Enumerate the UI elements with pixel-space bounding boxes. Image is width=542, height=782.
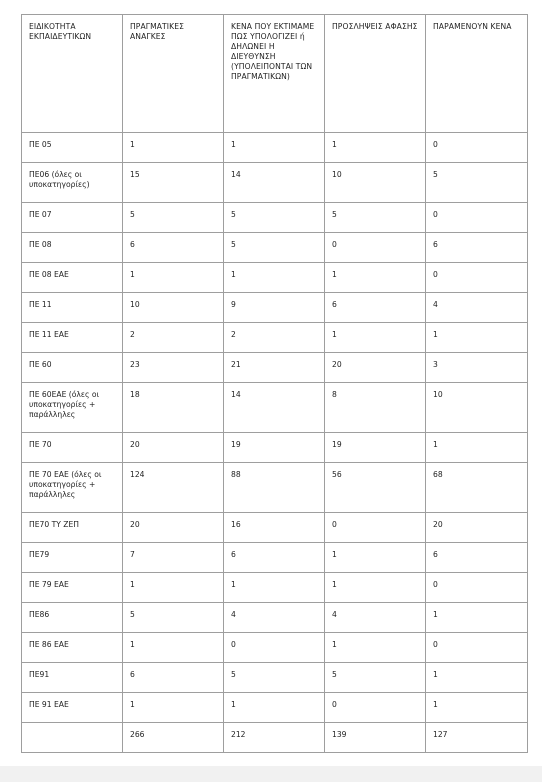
header-real-needs: ΠΡΑΓΜΑΤΙΚΕΣ ΑΝΑΓΚΕΣ [123, 15, 224, 133]
cell-real-needs: 20 [123, 433, 224, 463]
header-estimated-vacancies: ΚΕΝΑ ΠΟΥ ΕΚΤΙΜΑΜΕ ΠΩΣ ΥΠΟΛΟΓΙΖΕΙ ή ΔΗΛΩΝΕΙ Η ΔΙΕΥΘΥΝΣΗ (ΥΠΟΛΕΙΠΟΝΤΑΙ ΤΩΝ ΠΡΑΓΜΑΤΙΚΩΝ) [224, 15, 325, 133]
cell-remaining: 6 [426, 543, 528, 573]
cell-hires: 20 [325, 353, 426, 383]
cell-estimated-vacancies: 5 [224, 203, 325, 233]
cell-real-needs: 15 [123, 163, 224, 203]
cell-estimated-vacancies: 88 [224, 463, 325, 513]
cell-remaining: 5 [426, 163, 528, 203]
cell-real-needs: 1 [123, 263, 224, 293]
cell-real-needs: 124 [123, 463, 224, 513]
table-row [22, 463, 528, 513]
cell-real-needs: 1 [123, 573, 224, 603]
cell-real-needs: 5 [123, 603, 224, 633]
cell-estimated-vacancies: 1 [224, 693, 325, 723]
cell-specialty: ΠΕ 11 [22, 293, 123, 323]
cell-remaining: 1 [426, 663, 528, 693]
cell-total-label [22, 723, 123, 753]
cell-hires: 6 [325, 293, 426, 323]
table-row [22, 543, 528, 573]
cell-specialty: ΠΕ 08 [22, 233, 123, 263]
table-row [22, 323, 528, 353]
cell-remaining: 0 [426, 263, 528, 293]
table-row [22, 573, 528, 603]
cell-estimated-vacancies: 19 [224, 433, 325, 463]
cell-specialty: ΠΕ 70 ΕΑΕ (όλες οι υποκατηγορίες + παράλληλες [22, 463, 123, 513]
cell-estimated-vacancies: 6 [224, 543, 325, 573]
table-row [22, 263, 528, 293]
cell-remaining: 1 [426, 323, 528, 353]
cell-hires: 10 [325, 163, 426, 203]
cell-estimated-vacancies: 14 [224, 383, 325, 433]
cell-total-hires: 139 [325, 723, 426, 753]
cell-specialty: ΠΕ 79 ΕΑΕ [22, 573, 123, 603]
cell-hires: 1 [325, 263, 426, 293]
cell-remaining: 1 [426, 693, 528, 723]
table-row [22, 163, 528, 203]
cell-hires: 5 [325, 663, 426, 693]
table-row [22, 233, 528, 263]
cell-real-needs: 1 [123, 633, 224, 663]
cell-real-needs: 1 [123, 133, 224, 163]
cell-hires: 1 [325, 633, 426, 663]
cell-specialty: ΠΕ06 (όλες οι υποκατηγορίες) [22, 163, 123, 203]
cell-remaining: 0 [426, 573, 528, 603]
cell-estimated-vacancies: 1 [224, 573, 325, 603]
cell-hires: 1 [325, 323, 426, 353]
cell-remaining: 0 [426, 633, 528, 663]
table-row [22, 383, 528, 433]
cell-remaining: 20 [426, 513, 528, 543]
cell-real-needs: 5 [123, 203, 224, 233]
cell-remaining: 1 [426, 603, 528, 633]
cell-estimated-vacancies: 2 [224, 323, 325, 353]
table-row [22, 133, 528, 163]
cell-remaining: 4 [426, 293, 528, 323]
cell-remaining: 3 [426, 353, 528, 383]
cell-real-needs: 20 [123, 513, 224, 543]
cell-estimated-vacancies: 5 [224, 233, 325, 263]
table-row [22, 353, 528, 383]
cell-estimated-vacancies: 21 [224, 353, 325, 383]
cell-total-estimated-vacancies: 212 [224, 723, 325, 753]
cell-estimated-vacancies: 14 [224, 163, 325, 203]
cell-remaining: 68 [426, 463, 528, 513]
cell-specialty: ΠΕ 91 ΕΑΕ [22, 693, 123, 723]
cell-real-needs: 2 [123, 323, 224, 353]
cell-remaining: 0 [426, 203, 528, 233]
table-total-row [22, 723, 528, 753]
cell-estimated-vacancies: 1 [224, 263, 325, 293]
cell-estimated-vacancies: 5 [224, 663, 325, 693]
table-row [22, 663, 528, 693]
cell-specialty: ΠΕ91 [22, 663, 123, 693]
cell-specialty: ΠΕ 70 [22, 433, 123, 463]
cell-real-needs: 7 [123, 543, 224, 573]
table-row [22, 293, 528, 323]
cell-hires: 4 [325, 603, 426, 633]
table-header-row [22, 15, 528, 133]
table-row [22, 203, 528, 233]
header-specialty: ΕΙΔΙΚΟΤΗΤΑ ΕΚΠΑΙΔΕΥΤΙΚΩΝ [22, 15, 123, 133]
cell-estimated-vacancies: 16 [224, 513, 325, 543]
cell-remaining: 1 [426, 433, 528, 463]
cell-real-needs: 1 [123, 693, 224, 723]
cell-specialty: ΠΕ86 [22, 603, 123, 633]
cell-hires: 5 [325, 203, 426, 233]
cell-estimated-vacancies: 4 [224, 603, 325, 633]
header-remaining-vacancies: ΠΑΡΑΜΕΝΟΥΝ ΚΕΝΑ [426, 15, 528, 133]
cell-remaining: 10 [426, 383, 528, 433]
cell-specialty: ΠΕ 86 ΕΑΕ [22, 633, 123, 663]
table-row [22, 433, 528, 463]
teacher-vacancies-table [21, 14, 528, 753]
cell-estimated-vacancies: 1 [224, 133, 325, 163]
table-row [22, 693, 528, 723]
cell-hires: 1 [325, 133, 426, 163]
cell-hires: 56 [325, 463, 426, 513]
cell-real-needs: 6 [123, 233, 224, 263]
table-row [22, 633, 528, 663]
cell-estimated-vacancies: 9 [224, 293, 325, 323]
cell-real-needs: 6 [123, 663, 224, 693]
cell-hires: 0 [325, 513, 426, 543]
cell-specialty: ΠΕ 11 ΕΑΕ [22, 323, 123, 353]
cell-hires: 19 [325, 433, 426, 463]
cell-specialty: ΠΕ70 ΤΥ ΖΕΠ [22, 513, 123, 543]
cell-specialty: ΠΕ 08 ΕΑΕ [22, 263, 123, 293]
cell-real-needs: 18 [123, 383, 224, 433]
header-hires: ΠΡΟΣΛΗΨΕΙΣ ΑΦΑΣΗΣ [325, 15, 426, 133]
cell-real-needs: 23 [123, 353, 224, 383]
table-row [22, 513, 528, 543]
cell-specialty: ΠΕ79 [22, 543, 123, 573]
cell-hires: 8 [325, 383, 426, 433]
cell-specialty: ΠΕ 60ΕΑΕ (όλες οι υποκατηγορίες + παράλληλες [22, 383, 123, 433]
cell-hires: 0 [325, 693, 426, 723]
cell-real-needs: 10 [123, 293, 224, 323]
cell-specialty: ΠΕ 07 [22, 203, 123, 233]
cell-hires: 1 [325, 543, 426, 573]
cell-specialty: ΠΕ 60 [22, 353, 123, 383]
cell-remaining: 0 [426, 133, 528, 163]
cell-total-real-needs: 266 [123, 723, 224, 753]
cell-total-remaining: 127 [426, 723, 528, 753]
cell-specialty: ΠΕ 05 [22, 133, 123, 163]
cell-remaining: 6 [426, 233, 528, 263]
cell-hires: 0 [325, 233, 426, 263]
table-row [22, 603, 528, 633]
cell-estimated-vacancies: 0 [224, 633, 325, 663]
cell-hires: 1 [325, 573, 426, 603]
